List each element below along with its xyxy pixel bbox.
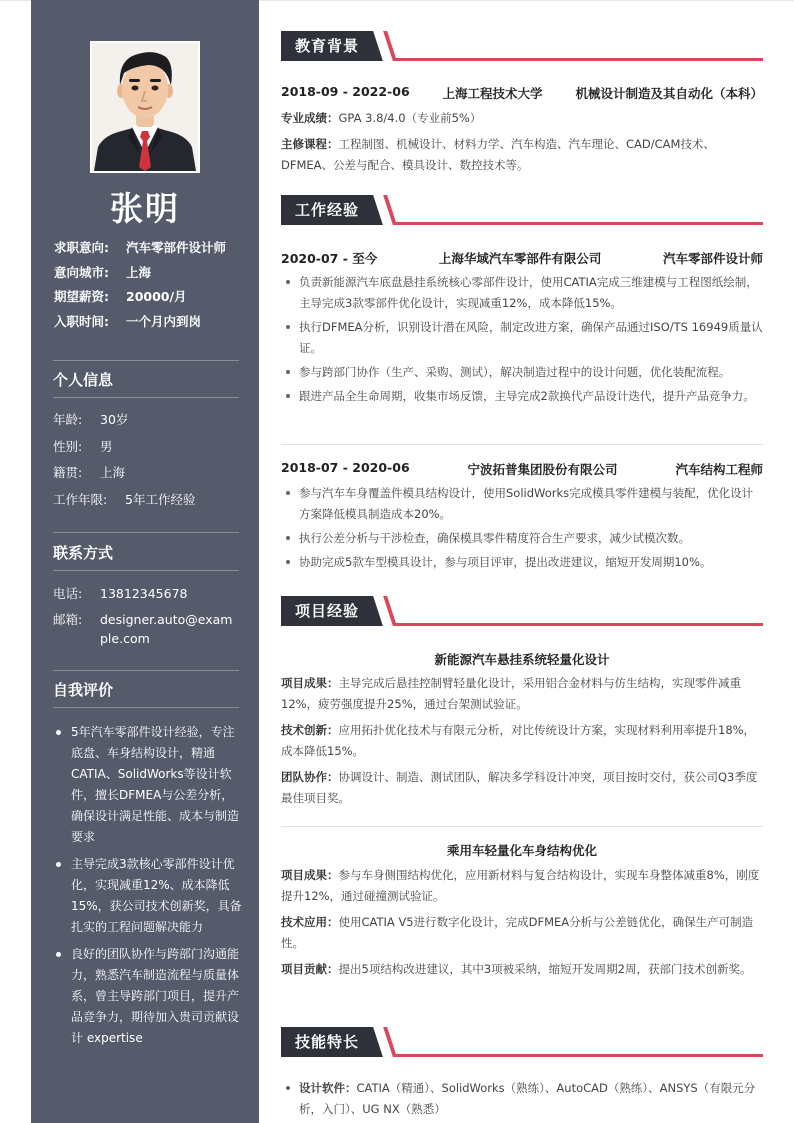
sidebar-divider xyxy=(53,570,239,571)
sidebar-divider xyxy=(53,360,239,361)
project-paragraph: 技术应用：使用CATIA V5进行数字化设计，完成DFMEA分析与公差链优化，确保生产可制造性。 xyxy=(281,915,754,950)
phone-number[interactable]: 13812345678 xyxy=(100,586,188,601)
list-item: 负责新能源汽车底盘悬挂系统核心零部件设计，使用CATIA完成三维建模与工程图纸绘制，主导完成3款零部件优化设计，实现减重12%，成本降低15%。 xyxy=(281,272,763,314)
project-paragraph: 团队协作：协调设计、制造、测试团队，解决多学科设计冲突，项目按时交付，获公司Q3季度最佳项目奖。 xyxy=(281,770,758,805)
intent-value: 一个月内到岗 xyxy=(126,313,202,329)
projects-section-header xyxy=(281,596,763,628)
section-title: 技能特长 xyxy=(281,1027,385,1057)
job-role: 汽车零部件设计师 xyxy=(662,251,763,266)
section-title: 工作经验 xyxy=(281,195,385,225)
info-label: 工作年限: xyxy=(53,491,108,507)
intent-value: 汽车零部件设计师 xyxy=(126,240,227,255)
contact-list xyxy=(53,584,243,655)
avatar-photo xyxy=(90,41,200,173)
job-entry-header xyxy=(281,249,763,267)
contact-heading: 联系方式 xyxy=(53,544,114,562)
project-paragraph: 项目成果：参与车身侧围结构优化，应用新材料与复合结构设计，实现车身整体减重8%，刚度提升12%，通过碰撞测试验证。 xyxy=(281,868,760,903)
sidebar-divider xyxy=(53,397,239,398)
header-rule xyxy=(395,623,763,626)
list-item: 参与跨部门协作（生产、采购、测试），解决制造过程中的设计问题，优化装配流程。 xyxy=(281,362,763,383)
skills-list xyxy=(281,1078,763,1123)
project-title: 乘用车轻量化车身结构优化 xyxy=(446,843,597,858)
candidate-name: 张明 xyxy=(110,189,180,228)
entry-divider xyxy=(281,444,763,445)
header-rule xyxy=(395,58,763,61)
info-value: 男 xyxy=(100,438,113,454)
project-paragraph: 项目成果：主导完成后悬挂控制臂轻量化设计，采用铝合金材料与仿生结构，实现零件减重12%，疲劳强度提升25%，通过台架测试验证。 xyxy=(281,676,741,711)
contact-row-phone xyxy=(53,584,243,603)
self-evaluation-heading: 自我评价 xyxy=(53,681,114,699)
info-row-age xyxy=(53,407,243,434)
list-item: 良好的团队协作与跨部门沟通能力，熟悉汽车制造流程与质量体系，曾主导跨部门项目，提升产品竞争力，期待加入贵司贡献设计 expertise xyxy=(53,944,245,1049)
intent-row-start xyxy=(54,310,244,335)
contact-row-email xyxy=(53,610,243,648)
job-duties-list xyxy=(281,272,763,410)
contact-label: 邮箱: xyxy=(53,612,83,627)
sidebar-divider xyxy=(53,532,239,533)
portrait-illustration xyxy=(92,43,198,171)
info-label: 性别: xyxy=(53,438,83,454)
list-item: 5年汽车零部件设计经验，专注底盘、车身结构设计，精通CATIA、SolidWorks等设计软件，擅长DFMEA与公差分析，确保设计满足性能、成本与制造要求 xyxy=(53,722,245,848)
intent-label: 求职意向: xyxy=(54,240,109,255)
intent-row-salary xyxy=(54,285,244,310)
info-row-gender xyxy=(53,434,243,461)
list-item: 执行DFMEA分析，识别设计潜在风险，制定改进方案，确保产品通过ISO/TS 16949质量认证。 xyxy=(281,317,763,359)
info-label: 籍贯: xyxy=(53,465,83,480)
info-row-experience xyxy=(53,487,243,514)
section-title: 教育背景 xyxy=(281,31,385,61)
self-evaluation-list xyxy=(53,722,245,1055)
project-paragraph: 技术创新：应用拓扑优化技术与有限元分析，对比传统设计方案，实现材料利用率提升18%，成本降低15%。 xyxy=(281,723,756,758)
personal-info-heading: 个人信息 xyxy=(53,371,114,389)
intent-row-city xyxy=(54,261,244,286)
job-company: 上海华域汽车零部件有限公司 xyxy=(438,251,602,266)
skills-section-header xyxy=(281,1027,763,1059)
list-item: 协助完成5款车型模具设计，参与项目评审，提出改进建议，缩短开发周期10%。 xyxy=(281,552,763,573)
education-courses: 主修课程：工程制图、机械设计、材料力学、汽车构造、汽车理论、CAD/CAM技术、DFMEA、公差与配合、模具设计、数控技术等。 xyxy=(281,137,715,172)
info-row-hometown xyxy=(53,460,243,487)
work-section-header xyxy=(281,195,763,227)
email-address[interactable]: designer.auto@example.com xyxy=(100,612,233,646)
header-rule xyxy=(395,1054,763,1057)
info-value: 30岁 xyxy=(100,412,129,427)
list-item: 设计软件：CATIA（精通）、SolidWorks（熟练）、AutoCAD（熟练）、ANSYS（有限元分析，入门）、UG NX（熟悉） xyxy=(281,1078,763,1120)
project-title: 新能源汽车悬挂系统轻量化设计 xyxy=(434,652,610,667)
project-paragraph: 项目贡献：提出5项结构改进建议，其中3项被采纳，缩短开发周期2周，获部门技术创新奖。 xyxy=(281,962,752,976)
job-company: 宁波拓普集团股份有限公司 xyxy=(467,462,618,477)
courses-label: 主修课程 xyxy=(281,137,327,151)
job-period: 2018-07 - 2020-06 xyxy=(281,460,410,475)
gpa-label: 专业成绩 xyxy=(281,111,327,125)
entry-divider xyxy=(281,826,763,827)
intent-row-position xyxy=(54,236,244,261)
intent-label: 意向城市: xyxy=(54,264,109,280)
intent-value: 20000/月 xyxy=(126,289,187,304)
info-value: 5年工作经验 xyxy=(125,491,196,507)
job-intent-list xyxy=(54,236,244,334)
sidebar xyxy=(31,0,259,1123)
header-rule xyxy=(395,222,763,225)
contact-label: 电话: xyxy=(53,586,83,601)
list-item: 跟进产品全生命周期，收集市场反馈，主导完成2款换代产品设计迭代，提升产品竞争力。 xyxy=(281,386,763,407)
info-label: 年龄: xyxy=(53,412,83,427)
job-period: 2020-07 - 至今 xyxy=(281,251,378,266)
list-item: 执行公差分析与干涉检查，确保模具零件精度符合生产要求，减少试模次数。 xyxy=(281,528,763,549)
education-entry-header xyxy=(281,84,763,102)
intent-value: 上海 xyxy=(126,264,152,280)
sidebar-divider xyxy=(53,670,239,671)
education-section-header xyxy=(281,31,763,63)
education-period: 2018-09 - 2022-06 xyxy=(281,84,410,99)
courses-value: 工程制图、机械设计、材料力学、汽车构造、汽车理论、CAD/CAM技术、DFMEA、公差与配合、模具设计、数控技术等。 xyxy=(281,137,715,172)
job-duties-list xyxy=(281,483,763,576)
job-entry-header xyxy=(281,460,763,478)
education-school: 上海工程技术大学 xyxy=(442,86,543,101)
gpa-value: GPA 3.8/4.0（专业前5%） xyxy=(338,111,482,125)
list-item: 参与汽车车身覆盖件模具结构设计，使用SolidWorks完成模具零件建模与装配，优化设计方案降低模具制造成本20%。 xyxy=(281,483,763,525)
section-title: 项目经验 xyxy=(281,596,385,626)
personal-info-list xyxy=(53,407,243,513)
job-role: 汽车结构工程师 xyxy=(675,462,763,477)
intent-label: 期望薪资: xyxy=(54,289,109,304)
list-item: 主导完成3款核心零部件设计优化，实现减重12%、成本降低15%，获公司技术创新奖，具备扎实的工程问题解决能力 xyxy=(53,854,245,938)
sidebar-divider xyxy=(53,707,239,708)
intent-label: 入职时间: xyxy=(54,313,109,329)
info-value: 上海 xyxy=(100,465,126,480)
education-major: 机械设计制造及其自动化（本科） xyxy=(575,86,763,101)
education-gpa: 专业成绩：GPA 3.8/4.0（专业前5%） xyxy=(281,111,482,125)
